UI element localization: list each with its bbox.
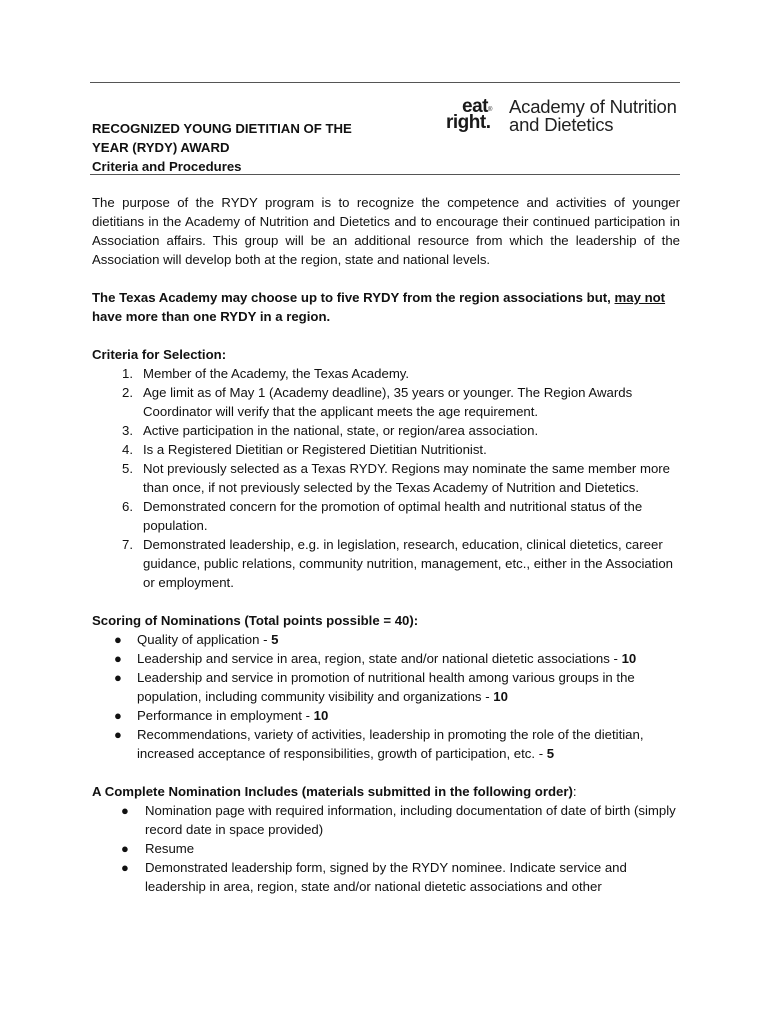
scoring-list <box>92 630 680 763</box>
title-block <box>92 119 432 176</box>
title-line-1: RECOGNIZED YOUNG DIETITIAN OF THE <box>92 121 352 136</box>
bullet-icon: ● <box>114 708 122 723</box>
nomination-heading: A Complete Nomination Includes (materials submitted in the following order): <box>92 784 577 799</box>
bullet-icon: ● <box>114 632 122 647</box>
list-item: 7. Demonstrated leadership, e.g. in legislation, research, education, clinical dietetics, career guidance, public relations, community nutrition, management, etc., either in the Association or employment. <box>122 537 673 590</box>
list-item: 1. Member of the Academy, the Texas Academy. <box>122 366 410 381</box>
bullet-icon: ● <box>114 651 122 666</box>
bullet-icon: ● <box>114 727 122 742</box>
criteria-heading: Criteria for Selection: <box>92 347 227 362</box>
list-item: ● Leadership and service in area, region, state and/or national dietetic associations - 10 <box>114 651 637 666</box>
list-item: 4. Is a Registered Dietitian or Registered Dietitian Nutritionist. <box>122 442 487 457</box>
list-item: 5. Not previously selected as a Texas RYDY. Regions may nominate the same member more than once, if not previously selected by the Texas Academy of Nutrition and Dietetics. <box>122 461 671 495</box>
list-item: ● Resume <box>121 841 195 856</box>
list-item: ● Nomination page with required information, including documentation of date of birth (simply record date in space provided) <box>121 803 676 837</box>
list-item: ● Recommendations, variety of activities, leadership in promoting the role of the dietitian, increased acceptance of responsibilities, growth of participation, etc. - 5 <box>114 727 644 761</box>
title-divider <box>90 174 680 175</box>
intro-paragraph: The purpose of the RYDY program is to recognize the competence and activities of younger dietitians in the Academy of Nutrition and Dietetics and to encourage their continued participation in Association affairs. This group will be an additional resource from which the leadership of the Association will develop both at the region, state and national levels. <box>92 195 680 267</box>
title-line-2: YEAR (RYDY) AWARD <box>92 140 230 155</box>
document-body <box>92 193 680 896</box>
logo-org-line-2: and Dietetics <box>509 114 614 135</box>
list-item: ● Performance in employment - 10 <box>114 708 329 723</box>
academy-logo <box>446 96 686 146</box>
bullet-icon: ● <box>121 803 129 818</box>
top-divider <box>90 82 680 83</box>
logo-right: right. <box>446 112 491 133</box>
limit-statement: The Texas Academy may choose up to five RYDY from the region associations but, may not have more than one RYDY in a region. <box>92 290 666 324</box>
subtitle: Criteria and Procedures <box>92 159 242 174</box>
bullet-icon: ● <box>114 670 122 685</box>
bullet-icon: ● <box>121 860 129 875</box>
list-item: 6. Demonstrated concern for the promotion of optimal health and nutritional status of the population. <box>122 499 643 533</box>
logo-org-line-1: Academy of Nutrition <box>509 96 677 117</box>
logo-eat: eat® <box>462 96 492 117</box>
bullet-icon: ● <box>121 841 129 856</box>
list-item: 3. Active participation in the national, state, or region/area association. <box>122 423 539 438</box>
list-item: ● Quality of application - 5 <box>114 632 279 647</box>
scoring-heading: Scoring of Nominations (Total points possible = 40): <box>92 613 419 628</box>
criteria-list <box>92 364 680 592</box>
limit-underline: may not <box>614 290 666 305</box>
list-item: 2. Age limit as of May 1 (Academy deadline), 35 years or younger. The Region Awards Coordinator will verify that the applicant meets the age requirement. <box>122 385 633 419</box>
nomination-list <box>92 801 680 896</box>
list-item: ● Demonstrated leadership form, signed by the RYDY nominee. Indicate service and leadership in area, region, state and/or national dietetic associations and other <box>121 860 627 894</box>
list-item: ● Leadership and service in promotion of nutritional health among various groups in the population, including community visibility and organizations - 10 <box>114 670 635 704</box>
